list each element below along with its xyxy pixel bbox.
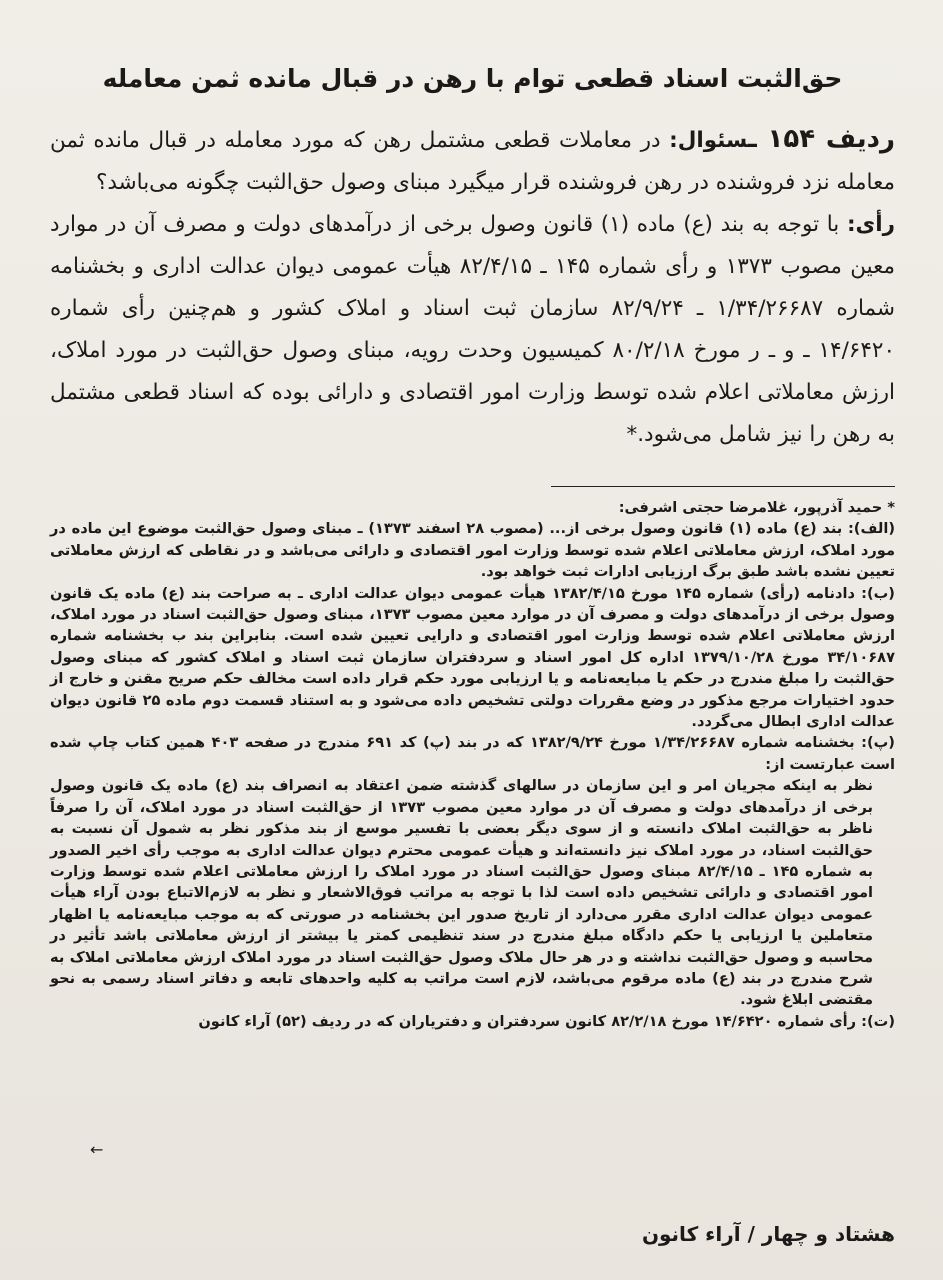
footnote-pe-body: نظر به اینکه مجریان امر و این سازمان در سالهای گذشته ضمن اعتقاد به انصراف بند (ع) ماده یک قانون وصول برخی از درآمدهای دولت و مصرف آن در موارد معین مصوب ۱۳۷۳ از حق‌الثبت اسناد در مورد املاک، آن را صرفاً ناظر به حق‌الثبت املاک دانسته و از سوی دیگر بعضی با تفسیر موسع از بند مذکور نظر به شمول آن نسبت به حق‌الثبت اسناد، در مورد املاک نیز دانسته‌اند و هیأت عمومی محترم دیوان عدالت اداری به موجب رأی اخیر الصدور به شماره ۱۴۵ ـ ۸۲/۴/۱۵ مبنای وصول حق‌الثبت اسناد در مورد املاک را ارزش معاملاتی اعلام شده توسط وزارت امور اقتصادی و دارائی تشخیص داده است لذا با توجه به مراتب فوق‌الاشعار و نظر به لازم‌الاتباع بودن آراء هیأت عمومی دیوان عدالت اداری مقرر می‌دارد از تاریخ صدور این بخشنامه در صورتی که به موجب مبایعه‌نامه یا اظهار متعاملین یا ارزیابی یا حکم دادگاه مبلغ مندرج در سند تنظیمی کمتر یا بیشتر از ارزش معاملاتی باشد تأثیر در محاسبه و وصول حق‌الثبت نداشته و در هر حال ملاک وصول حق‌الثبت اسناد در مورد املاک ارزش معاملاتی املاک به شرح مندرج در بند (ع) ماده مرقوم می‌باشد، لازم است مراتب به کلیه واحدهای تابعه و دفاتر اسناد رسمی به نحو مقتضی ابلاغ شود. [50, 777, 874, 1009]
answer-paragraph [50, 204, 895, 456]
row-label: ردیف ۱۵۴ ـ [747, 124, 895, 154]
footnote-te: (ت): رأی شماره ۱۴/۶۴۲۰ مورخ ۸۲/۲/۱۸ کانون سردفتران و دفتریاران که در ردیف (۵۲) آراء کانون [198, 1012, 895, 1030]
footnote-divider [551, 486, 895, 487]
page-footer: هشتاد و چهار / آراء کانون [641, 1222, 895, 1246]
page-title: حق‌الثبت اسناد قطعی توام با رهن در قبال مانده ثمن معامله [102, 64, 843, 93]
question-text: در معاملات قطعی مشتمل رهن که مورد معامله در قبال مانده ثمن معامله نزد فروشنده در رهن فروشنده قرار میگیرد مبنای وصول حق‌الثبت چگونه می‌باشد؟ [50, 128, 895, 195]
question-paragraph [50, 118, 895, 204]
question-label-group [669, 124, 895, 154]
continue-arrow-icon: ← [90, 1140, 104, 1159]
question-answer-block [50, 118, 895, 456]
answer-text: با توجه به بند (ع) ماده (۱) قانون وصول برخی از درآمدهای دولت و مصرف آن در موارد معین مصوب ۱۳۷۳ و رأی شماره ۱۴۵ ـ ۸۲/۴/۱۵ هیأت عمومی دیوان عدالت اداری و بخشنامه شماره ۱/۳۴/۲۶۶۸۷ ـ ۸۲/۹/۲۴ سازمان ثبت اسناد و املاک کشور و هم‌چنین رأی شماره ۱۴/۶۴۲۰ ـ و ـ ر مورخ ۸۰/۲/۱۸ کمیسیون وحدت رویه، مبنای وصول حق‌الثبت در مورد املاک، ارزش معاملاتی اعلام شده توسط وزارت امور اقتصادی و دارائی بوده که اسناد قطعی مشتمل به رهن را نیز شامل می‌شود.* [50, 212, 896, 447]
answer-label: رأی: [846, 212, 895, 237]
footnotes [50, 497, 895, 1032]
footnote-pe-intro: (پ): بخشنامه شماره ۱/۳۴/۲۶۶۸۷ مورخ ۱۳۸۲/۹/۲۴ که در بند (پ) کد ۶۹۱ مندرج در صفحه ۴۰۳ همین کتاب چاپ شده است عبارتست از: [50, 734, 895, 773]
footnote-be: (ب): دادنامه (رأی) شماره ۱۴۵ مورخ ۱۳۸۲/۴/۱۵ هیأت عمومی دیوان عدالت اداری ـ به صراحت بند (ع) ماده یک قانون وصول برخی از درآمدهای دولت و مصرف آن در موارد معین مصوب ۱۳۷۳، مبنای وصول حق‌الثبت اسناد در مورد املاک، ارزش معاملاتی اعلام شده توسط وزارت امور اقتصادی و دارایی تعیین شده است. بنابراین بند ب بخشنامه شماره ۳۴/۱۰۶۸۷ مورخ ۱۳۷۹/۱۰/۲۸ اداره کل امور اسناد و سردفتران سازمان ثبت اسناد و املاک کشور که مبنای وصول حق‌الثبت را مبلغ مندرج در حکم یا مبایعه‌نامه و یا ارزیابی مورد حکم قرار داده است مخالف حکم صریح مقنن و خارج از حدود اختیارات مرجع مذکور در وضع مقررات دولتی تشخیص داده می‌شود و به استناد قسمت دوم ماده ۲۵ قانون دیوان عدالت اداری ابطال می‌گردد. [50, 584, 895, 731]
footnote-alef: (الف): بند (ع) ماده (۱) قانون وصول برخی از... (مصوب ۲۸ اسفند ۱۳۷۳) ـ مبنای وصول حق‌الثبت موضوع این ماده در مورد املاک، ارزش معاملاتی اعلام شده توسط وزارت امور اقتصادی و دارائی می‌باشد و در نقاطی که ارزش معاملاتی تعیین نشده باشد طبق برگ ارزیابی ادارات ثبت خواهد بود. [50, 520, 895, 581]
question-label: سئوال: [669, 128, 748, 153]
footnote-authors: * حمید آذرپور، غلامرضا حجتی اشرفی: [618, 499, 895, 516]
